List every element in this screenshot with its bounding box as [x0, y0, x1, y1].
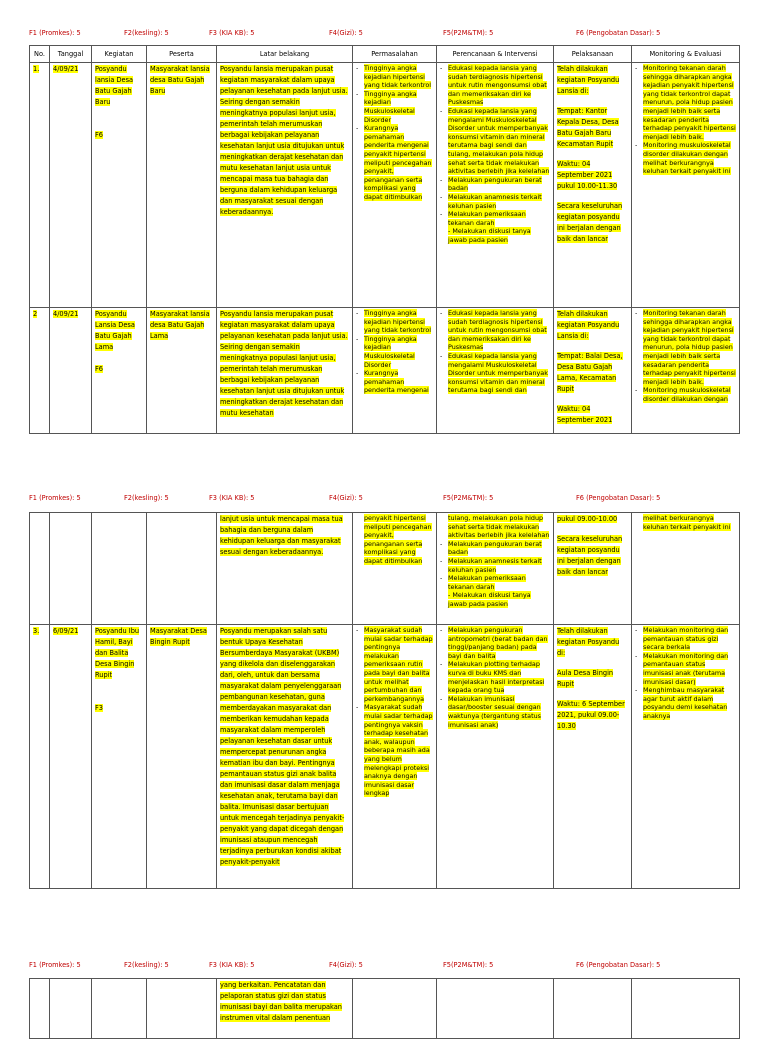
table-row: [30, 513, 740, 625]
col-header: Pelaksanaan: [554, 46, 632, 63]
row-peserta: Masyarakat Desa Bingin Rupit: [150, 627, 207, 646]
row-intervensi-list: [440, 540, 550, 592]
row-date: 6/09/21: [53, 627, 79, 635]
row-latar-belakang: lanjut usia untuk mencapai masa tua bahagia dan berguna dalam kehidupan keluarga dan masyarakat sesuai dengan keberadaannya.: [220, 515, 343, 556]
func-f3: F3 (KIA KB): 5: [209, 29, 255, 37]
list-item: - Melakukan pengukuran antropometri (berat badan dan tinggi/panjang badan) pada bayi dan balita: [440, 626, 550, 660]
row-monev-list: [635, 64, 736, 176]
list-item: - Monitoring tekanan darah sehingga diharapkan angka kejadian penyakit hipertensi yang tidak terkontrol dapat menurun, pola hidup pasien menjadi lebih baik serta kesadaran penderita terhadap penyakit hipertensi menjadi lebih baik.: [635, 309, 736, 386]
list-item: - Melakukan imunisasi dasar/booster sesuai dengan waktunya (tergantung status imunisasi anak): [440, 695, 550, 729]
list-item: - Kurangnya pemahaman penderita mengenai penyakit hipertensi meliputi pencegahan penyakit, penanganan serta komplikasi yang dapat ditimbulkan: [356, 124, 433, 201]
col-header: Kegiatan: [92, 46, 147, 63]
function-counts-row: [0, 959, 768, 973]
list-item: - Edukasi kepada lansia yang sudah terdiagnosis hipertensi untuk rutin mengonsumsi obat dan memeriksakan diri ke Puskesmas: [440, 64, 550, 107]
func-f2: F2(kesling): 5: [124, 961, 169, 969]
pelaksanaan-line: Telah dilakukan kegiatan Posyandu Lansia di:: [557, 65, 620, 95]
table-row: [30, 63, 740, 308]
func-f3: F3 (KIA KB): 5: [209, 961, 255, 969]
row-function-code: F6: [95, 365, 103, 373]
function-counts-row: [0, 492, 768, 506]
func-f4: F4(Gizi): 5: [329, 29, 363, 37]
row-intervensi-list: [440, 626, 550, 729]
list-item: - Melakukan diskusi tanya jawab pada pasien: [448, 227, 531, 244]
row-permasalahan-list: [356, 626, 433, 798]
func-f4: F4(Gizi): 5: [329, 494, 363, 502]
list-item: - Menghimbau masyarakat agar turut aktif dalam posyandu demi kesehatan anaknya: [635, 686, 736, 720]
pelaksanaan-line: Secara keseluruhan kegiatan posyandu ini berjalan dengan baik dan lancar: [557, 202, 623, 243]
col-header: No.: [30, 46, 50, 63]
pelaksanaan-line: pukul 09.00-10.00: [557, 515, 618, 523]
list-item: - Edukasi kepada lansia yang sudah terdiagnosis hipertensi untuk rutin mengonsumsi obat dan memeriksakan diri ke Puskesmas: [440, 309, 550, 352]
pelaksanaan-line: Waktu: 04 September 2021 pukul 10.00-11.30: [557, 160, 618, 190]
row-latar-belakang: yang berkaitan. Pencatatan dan pelaporan status gizi dan status imunisasi bayi dan balita merupakan instrumen vital dalam penentuan: [220, 981, 342, 1022]
activity-table-page-3: [29, 978, 740, 1039]
list-item: - Melakukan plotting terhadap kurva di buku KMS dan menjelaskan hasil interpretasi kepada orang tua: [440, 660, 550, 694]
pelaksanaan-line: Tempat: Balai Desa, Desa Batu Gajah Lama, Kecamatan Rupit: [557, 352, 623, 393]
row-latar-belakang: Posyandu lansia merupakan pusat kegiatan masyarakat dalam upaya pelayanan kesehatan pada lanjut usia. Seiring dengan semakin meningkatnya populasi lanjut usia, pemerintah telah merumuskan berbagai kebijakan pelayanan kesehatan lanjut usia ditujukan untuk meningkatkan derajat kesehatan dan mutu kesehatan lanjut usia untuk mencapai masa tua bahagia dan berguna dalam kehidupan keluarga dan masyarakat sesuai dengan keberadaannya.: [220, 65, 348, 216]
func-f2: F2(kesling): 5: [124, 494, 169, 502]
row-latar-belakang: Posyandu merupakan salah satu bentuk Upaya Kesehatan Bersumberdaya Masyarakat (UKBM) yang dikelola dan diselenggarakan dari, oleh, untuk dan bersama masyarakat dalam penyelenggaraan pembangunan kesehatan, guna memberdayakan masyarakat dan memberikan kemudahan kepada masyarakat dalam memperoleh pelayanan kesehatan dasar untuk mempercepat penurunan angka kematian ibu dan bayi. Pentingnya pemantauan status gizi anak balita dan imunisasi dasar dalam menjaga kesehatan anak, terutama bayi dan balita. Imunisasi dasar bertujuan untuk mencegah terjadinya penyakit-penyakit yang dapat dicegah dengan imunisasi ataupun mencegah terjadinya perburukan kondisi akibat penyakit-penyakit: [220, 627, 345, 866]
func-f5: F5(P2M&TM): 5: [443, 961, 494, 969]
func-f4: F4(Gizi): 5: [329, 961, 363, 969]
row-permasalahan-list: [356, 309, 433, 395]
row-monev: melihat berkurangnya keluhan terkait penyakit ini: [643, 514, 731, 531]
col-header: Perencanaan & Intervensi: [437, 46, 554, 63]
row-kegiatan: Posyandu lansia Desa Batu Gajah Baru: [95, 65, 134, 106]
list-item: - Tingginya angka kejadian Muskuloskeletal Disorder: [356, 335, 433, 369]
list-item: - Monitoring muskuloskeletal disorder dilakukan dengan: [635, 386, 736, 403]
pelaksanaan-line: Secara keseluruhan kegiatan posyandu ini berjalan dengan baik dan lancar: [557, 535, 623, 576]
list-item: - Melakukan monitoring dan pemantauan status gizi secara berkala: [635, 626, 736, 652]
row-kegiatan: Posyandu Lansia Desa Batu Gajah Lama: [95, 310, 135, 351]
list-item: - Edukasi kepada lansia yang mengalami Muskuloskeletal Disorder untuk memperbanyak konsumsi vitamin dan mineral terutama bagi sendi dan: [440, 352, 550, 395]
function-counts-row: [0, 27, 768, 41]
row-number: 2: [33, 310, 38, 318]
row-latar-belakang: Posyandu lansia merupakan pusat kegiatan masyarakat dalam upaya pelayanan kesehatan pada lanjut usia. Seiring dengan semakin meningkatnya populasi lanjut usia, pemerintah telah merumuskan berbagai kebijakan pelayanan kesehatan lanjut usia ditujukan untuk meningkatkan derajat kesehatan dan mutu kesehatan: [220, 310, 348, 417]
func-f1: F1 (Promkes): 5: [29, 29, 81, 37]
activity-table-page-2: [29, 512, 740, 889]
row-permasalahan-list: [356, 64, 433, 202]
table-row: [30, 625, 740, 889]
list-item: tulang, melakukan pola hidup sehat serta tidak melakukan aktivitas berlebih jika kelelahan: [448, 514, 550, 540]
row-kegiatan: Posyandu Ibu Hamil, Bayi dan Balita Desa Bingin Rupit: [95, 627, 140, 679]
func-f6: F6 (Pengobatan Dasar): 5: [576, 961, 661, 969]
row-permasalahan: penyakit hipertensi meliputi pencegahan penyakit, penanganan serta komplikasi yang dapat ditimbulkan: [364, 514, 432, 565]
func-f2: F2(kesling): 5: [124, 29, 169, 37]
table-row: [30, 308, 740, 434]
list-item: - Tingginya angka kejadian hipertensi yang tidak terkontrol: [356, 64, 433, 90]
list-item: - Melakukan pengukuran berat badan: [440, 540, 550, 557]
pelaksanaan-line: Telah dilakukan kegiatan Posyandu di:: [557, 627, 620, 657]
row-intervensi-list: [440, 309, 550, 395]
row-function-code: F3: [95, 704, 103, 712]
row-peserta: Masyarakat lansia desa Batu Gajah Lama: [150, 310, 210, 340]
list-item: - Melakukan pemeriksaan tekanan darah: [440, 210, 550, 227]
col-header: Latar belakang: [217, 46, 353, 63]
list-item: - Masyarakat sudah mulai sadar terhadap pentingnya vaksin terhadap kesehatan anak, walaupun beberapa masih ada yang belum melengkapi proteksi anaknya dengan imunisasi dasar lengkap: [356, 703, 433, 798]
func-f1: F1 (Promkes): 5: [29, 961, 81, 969]
list-item: - Melakukan anamnesis terkait keluhan pasien: [440, 193, 550, 210]
activity-table-page-1: [29, 45, 740, 434]
row-number: 3.: [33, 627, 40, 635]
pelaksanaan-line: Tempat: Kantor Kepala Desa, Desa Batu Gajah Baru Kecamatan Rupit: [557, 107, 619, 148]
func-f1: F1 (Promkes): 5: [29, 494, 81, 502]
pelaksanaan-line: Aula Desa Bingin Rupit: [557, 669, 614, 688]
list-item: - Melakukan pemeriksaan tekanan darah: [440, 574, 550, 591]
row-date: 4/09/21: [53, 65, 79, 73]
list-item: - Monitoring muskuloskeletal disorder dilakukan dengan melihat berkurangnya keluhan terkait penyakit ini: [635, 141, 736, 175]
func-f6: F6 (Pengobatan Dasar): 5: [576, 29, 661, 37]
func-f5: F5(P2M&TM): 5: [443, 29, 494, 37]
func-f6: F6 (Pengobatan Dasar): 5: [576, 494, 661, 502]
col-header: Tanggal: [50, 46, 92, 63]
row-date: 4/09/21: [53, 310, 79, 318]
pelaksanaan-line: Waktu: 6 September 2021, pukul 09.00-10.30: [557, 700, 625, 730]
list-item: - Edukasi kepada lansia yang mengalami Muskuloskeletal Disorder untuk memperbanyak konsumsi vitamin dan mineral terutama bagi sendi dan tulang, melakukan pola hidup sehat serta tidak melakukan aktivitas berlebih jika kelelahan: [440, 107, 550, 176]
list-item: - Monitoring tekanan darah sehingga diharapkan angka kejadian penyakit hipertensi yang tidak terkontrol dapat menurun, pola hidup pasien menjadi lebih baik serta kesadaran penderita terhadap penyakit hipertensi menjadi lebih baik.: [635, 64, 736, 141]
col-header: Peserta: [147, 46, 217, 63]
list-item: - Masyarakat sudah mulai sadar terhadap pentingnya melakukan pemeriksaan rutin pada bayi dan balita untuk melihat pertumbuhan dan perkembangannya: [356, 626, 433, 703]
func-f3: F3 (KIA KB): 5: [209, 494, 255, 502]
col-header: Monitoring & Evaluasi: [632, 46, 740, 63]
table-row: [30, 979, 740, 1039]
list-item: - Melakukan monitoring dan pemantauan status imunisasi anak (terutama imunisasi dasar): [635, 652, 736, 686]
list-item: - Melakukan diskusi tanya jawab pada pasien: [448, 591, 531, 608]
list-item: - Melakukan anamnesis terkait keluhan pasien: [440, 557, 550, 574]
col-header: Permasalahan: [353, 46, 437, 63]
list-item: - Kurangnya pemahaman penderita mengenai: [356, 369, 433, 395]
row-number: 1.: [33, 65, 40, 73]
pelaksanaan-line: Telah dilakukan kegiatan Posyandu Lansia di:: [557, 310, 620, 340]
table-header-row: [30, 46, 740, 63]
row-function-code: F6: [95, 131, 103, 139]
list-item: - Tingginya angka kejadian hipertensi yang tidak terkontrol: [356, 309, 433, 335]
row-monev-list: [635, 309, 736, 404]
row-intervensi-list: [440, 64, 550, 227]
func-f5: F5(P2M&TM): 5: [443, 494, 494, 502]
list-item: - Melakukan pengukuran berat badan: [440, 176, 550, 193]
row-peserta: Masyarakat lansia desa Batu Gajah Baru: [150, 65, 210, 95]
row-monev-list: [635, 626, 736, 721]
pelaksanaan-line: Waktu: 04 September 2021: [557, 405, 613, 424]
list-item: - Tingginya angka kejadian Muskuloskeletal Disorder: [356, 90, 433, 124]
